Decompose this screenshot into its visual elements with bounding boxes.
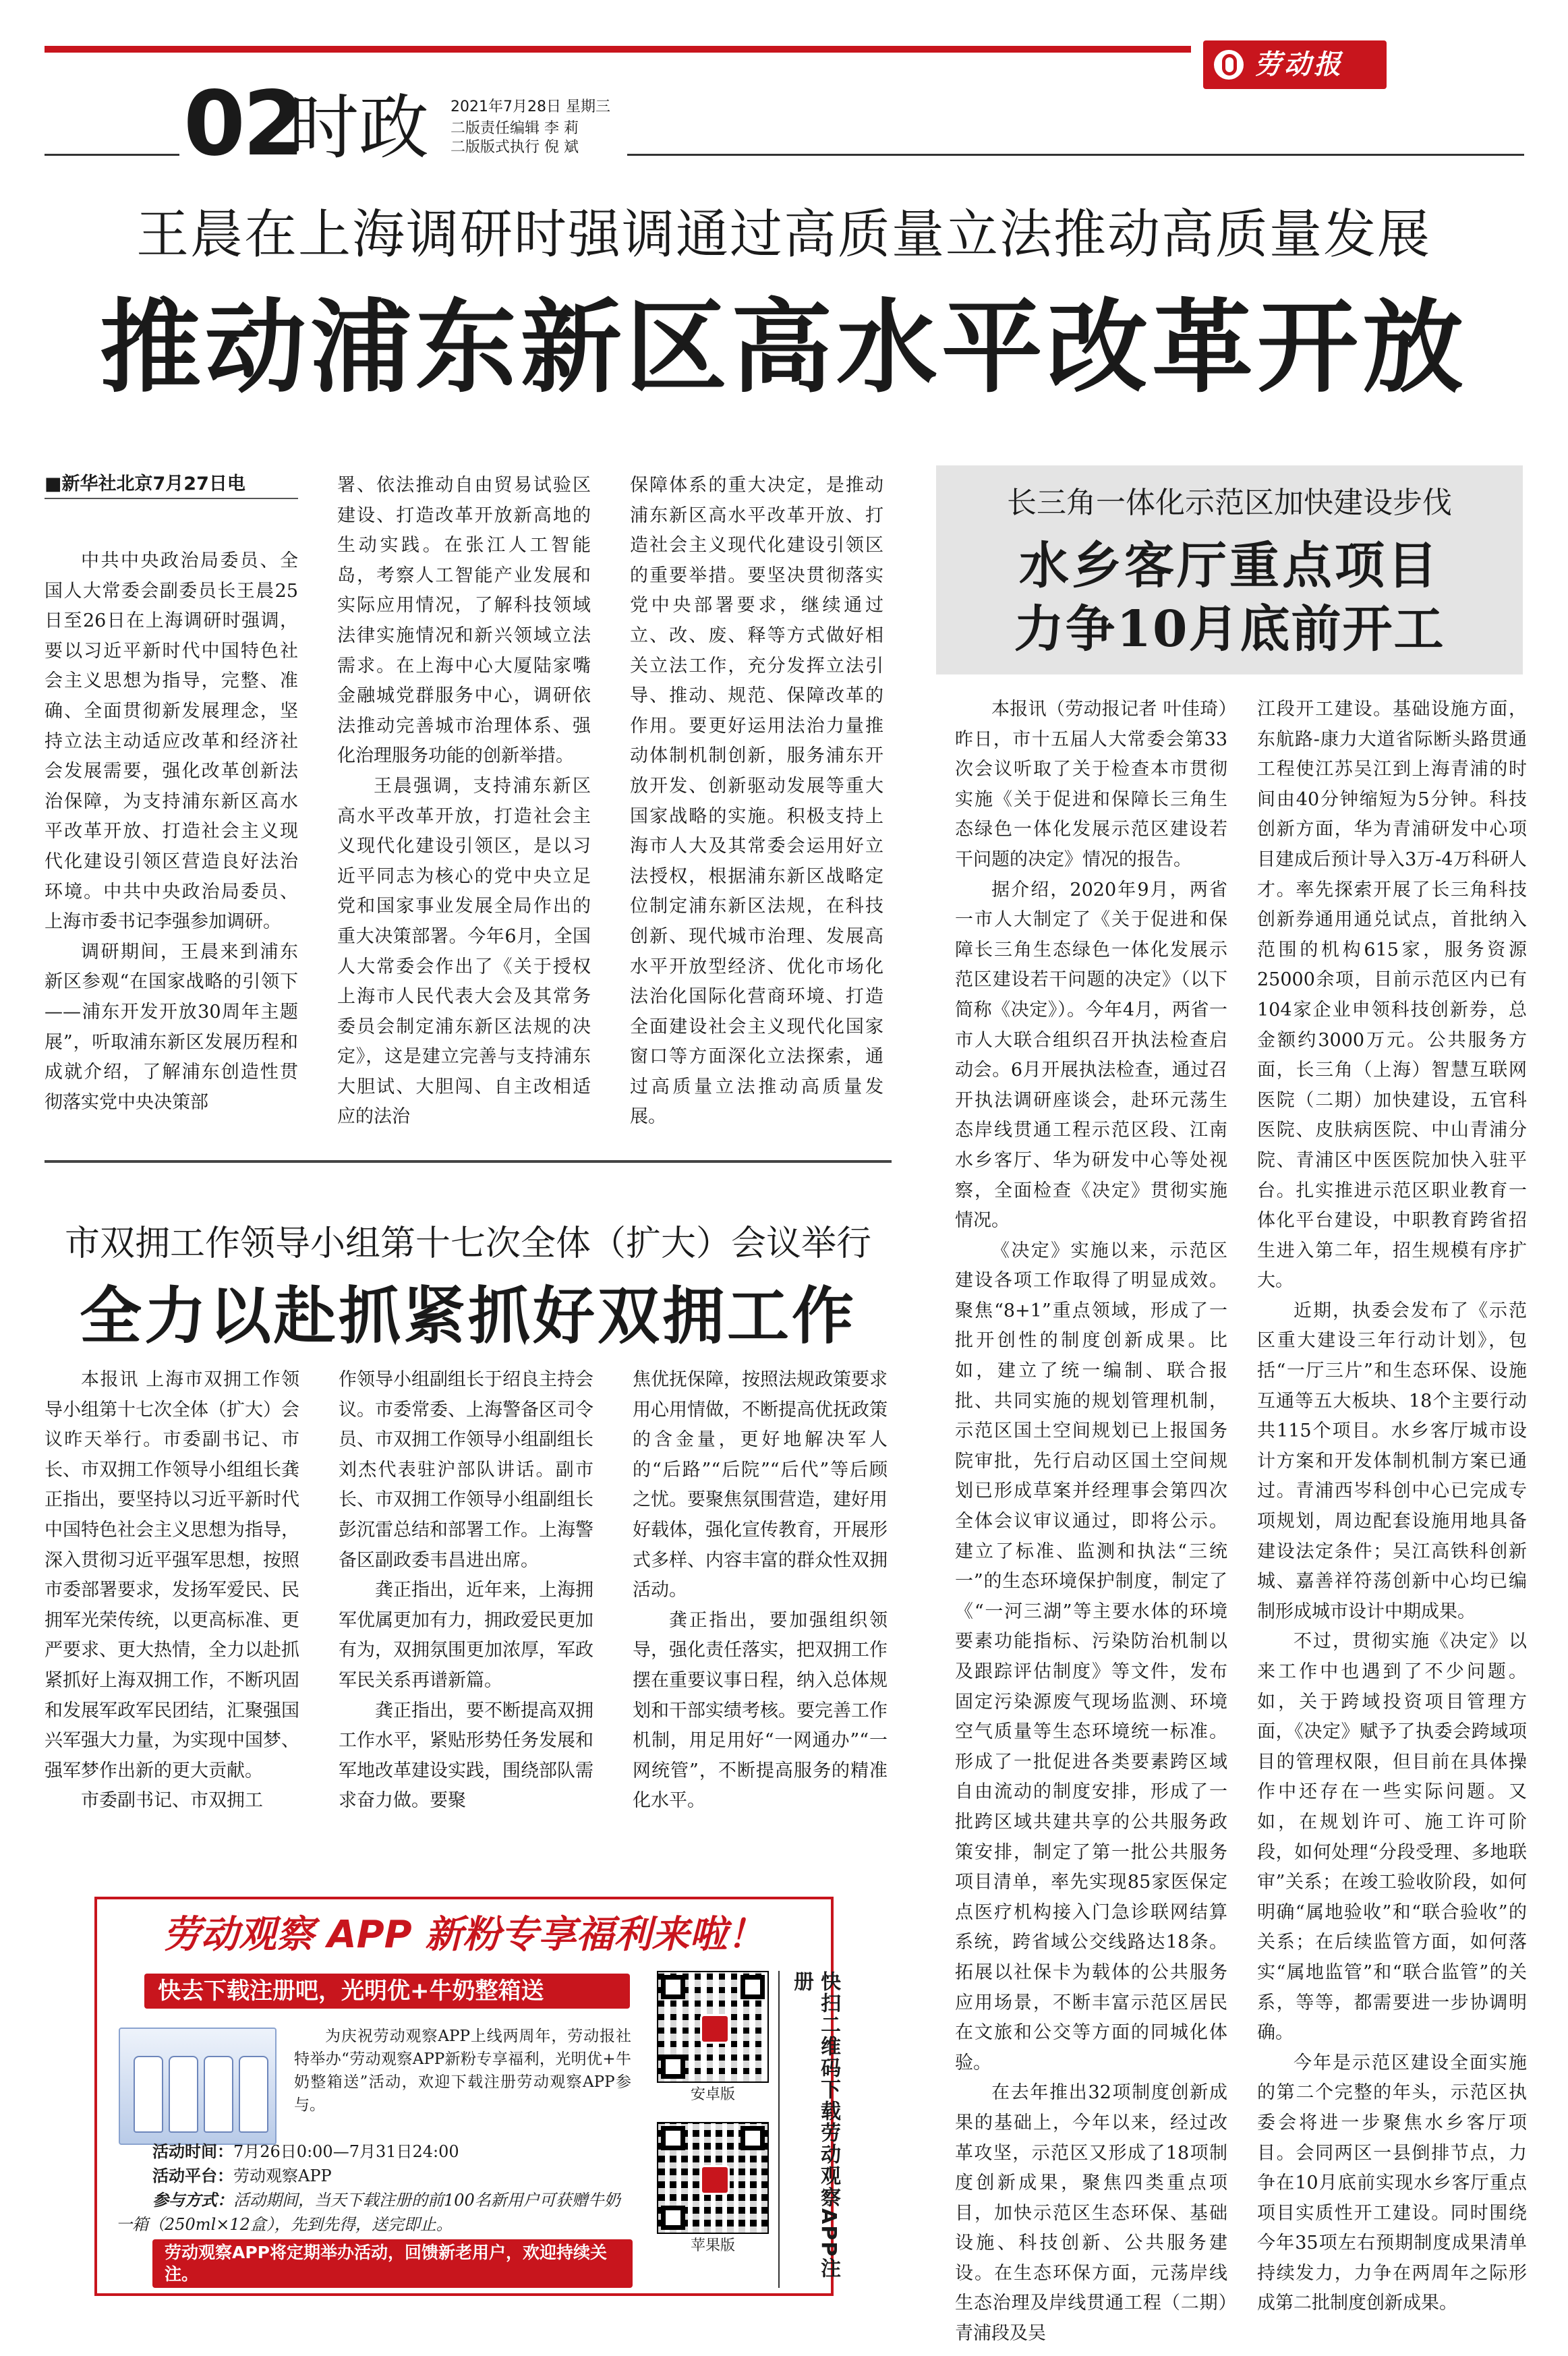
paragraph: 作领导小组副组长于绍良主持会议。市委常委、上海警备区司令员、市双拥工作领导小组副组长刘杰代表驻沪部队讲话。副市长、市双拥工作领导小组副组长彭沉雷总结和部署工作。上海警备区副政委韦昌进出席。 <box>339 1369 593 1571</box>
ad-vertical-text: 快扫二维码下载劳动观察APP注册 <box>790 1971 840 2280</box>
right-kicker: 长三角一体化示范区加快建设步伐 <box>1007 486 1452 520</box>
layout-executor: 二版版式执行 倪 斌 <box>451 139 579 156</box>
paragraph: 不过，贯彻实施《决定》以来工作中也遇到了不少问题。如，关于跨域投资项目管理方面，《决定》赋予了执委会跨域项目的管理权限，但目前在具体操作中还存在一些实际问题。又如，在规划许可、施工许可阶段，如何处理“分段受理、多地联审”关系；在竣工验收阶段，如何明确“属地验收”和“联合验收”的关系；在后续监管方面，如何落实“属地监管”和“联合监管”的关系，等等，都需要进一步协调明确。 <box>1257 1631 1527 2044</box>
second-column-3 <box>633 1365 888 1816</box>
ad-headline: 劳动观察 APP 新粉专享福利来啦！ <box>163 1913 765 1957</box>
second-column-1 <box>45 1365 299 1816</box>
issue-date: 2021年7月28日 星期三 <box>451 98 610 115</box>
milk-bottle-icon <box>169 2056 198 2133</box>
top-red-rule <box>45 46 1191 53</box>
ad-method-label: 参与方式： <box>152 2191 233 2210</box>
responsible-editor: 二版责任编辑 李 莉 <box>451 120 579 137</box>
ad-platform <box>152 2164 631 2188</box>
qr-finder <box>741 2126 765 2150</box>
right-title-line1: 水乡客厅重点项目 <box>1019 537 1440 595</box>
qr-finder <box>661 2126 685 2150</box>
ad-footer: 劳动观察APP将定期举办活动，回馈新老用户，欢迎持续关注。 <box>165 2243 607 2284</box>
paragraph: 龚正指出，要加强组织领导，强化责任落实，把双拥工作摆在重要议事日程，纳入总体规划和干部实绩考核。要完善工作机制，用足用好“一网通办”“一网统管”，不断提高服务的精准化水平。 <box>633 1609 888 1812</box>
ad-method-value: 活动期间，当天下载注册的前100名新用户可获赠牛奶一箱（250ml×12盒），先到先得，送完即止。 <box>116 2191 620 2234</box>
milk-bottle-icon <box>204 2056 233 2133</box>
paragraph: 本报讯（劳动报记者 叶佳琦）昨日，市十五届人大常委会第33次会议听取了关于检查本市贯彻实施《关于促进和保障长三角生态绿色一体化发展示范区建设若干问题的决定》情况的报告。 <box>955 699 1227 870</box>
page-number: 02 <box>183 72 302 176</box>
app-ad[interactable] <box>94 1897 840 2296</box>
ad-intro: 为庆祝劳动观察APP上线两周年，劳动报社特举办“劳动观察APP新粉专享福利，光明优+牛奶整箱送”活动，欢迎下载注册劳动观察APP参与。 <box>294 2028 631 2114</box>
qr-finder <box>741 1975 765 1999</box>
section-divider <box>45 1160 892 1163</box>
second-column-2 <box>339 1365 593 1816</box>
ad-time <box>152 2139 631 2164</box>
lead-title: 推动浦东新区高水平改革开放 <box>99 288 1468 407</box>
paragraph: 本报讯 上海市双拥工作领导小组第十七次全体（扩大）会议昨天举行。市委副书记、市长、市双拥工作领导小组组长龚正指出，要坚持以习近平新时代中国特色社会主义思想为指导，深入贯彻习近平强军思想，按照市委部署要求，发扬军爱民、民拥军光荣传统，以更高标准、更严要求、更大热情，全力以赴抓紧抓好上海双拥工作，不断巩固和发展军政军民团结，汇聚强国兴军强大力量，为实现中国梦、强军梦作出新的更大贡献。 <box>45 1369 299 1781</box>
section-name: 时政 <box>289 86 430 169</box>
ad-time-label: 活动时间： <box>152 2142 233 2161</box>
app-logo-icon <box>700 2014 730 2044</box>
paper-logo-mark <box>1222 54 1237 76</box>
milk-box-image <box>119 2028 277 2145</box>
paragraph: 龚正指出，要不断提高双拥工作水平，紧贴形势任务发展和军地改革建设实践，围绕部队需求奋力做。要聚 <box>339 1700 593 1812</box>
paper-name: 劳动报 <box>1254 49 1343 80</box>
paragraph: 调研期间，王晨来到浦东新区参观“在国家战略的引领下——浦东开发开放30周年主题展”，听取浦东新区发展历程和成就介绍，了解浦东创造性贯彻落实党中央决策部 <box>45 941 298 1113</box>
qr-finder <box>661 1975 685 1999</box>
paragraph: 今年是示范区建设全面实施的第二个完整的年头，示范区执委会将进一步聚焦水乡客厅项目。会同两区一县倒排节点，力争在10月底前实现水乡客厅重点项目实质性开工建设。同时围绕今年35项左右预期制度成果清单持续发力，力争在两周年之际形成第二批制度创新成果。 <box>1257 2052 1527 2314</box>
ad-vertical-divider <box>778 1971 780 2288</box>
lead-column-3 <box>630 471 883 1132</box>
paragraph: 龚正指出，近年来，上海拥军优属更加有力，拥政爱民更加有为，双拥氛围更加浓厚，军政军民关系再谱新篇。 <box>339 1580 593 1691</box>
paragraph: 在去年推出32项制度创新成果的基础上，今年以来，经过改革攻坚，示范区又形成了18项制度创新成果，聚焦四类重点项目，加快示范区生态环保、基础设施、科技创新、公共服务建设。在生态环保方面，元荡岸线生态治理及岸线贯通工程（二期）青浦段及吴 <box>955 2082 1227 2345</box>
milk-bottle-icon <box>239 2056 268 2133</box>
ad-time-value: 7月26日0:00—7月31日24:00 <box>233 2142 459 2161</box>
qr-ios-label: 苹果版 <box>690 2237 735 2254</box>
right-column-2 <box>1257 695 1527 2319</box>
right-title-line2: 力争10月底前开工 <box>1014 600 1445 658</box>
masthead-rule-right <box>627 154 1524 156</box>
paragraph: 署、依法推动自由贸易试验区建设、打造改革开放新高地的生动实践。在张江人工智能岛，考察人工智能产业发展和实际应用情况，了解科技领域法律实施情况和新兴领域立法需求。在上海中心大厦陆家嘴金融城党群服务中心，调研依法推动完善城市治理体系、强化治理服务功能的创新举措。 <box>337 475 591 767</box>
ad-banner-text: 快去下载注册吧，光明优+牛奶整箱送 <box>158 1978 544 2005</box>
second-subtitle: 市双拥工作领导小组第十七次全体（扩大）会议举行 <box>64 1224 871 1264</box>
milk-bottle-icon <box>134 2056 163 2133</box>
paragraph: 《决定》实施以来，示范区建设各项工作取得了明显成效。聚焦“8+1”重点领域，形成了一批开创性的制度创新成果。比如，建立了统一编制、联合报批、共同实施的规划管理机制，示范区国土空间规划已上报国务院审批，先行启动区国土空间规划已形成草案并经理事会第四次全体会议审议通过，即将公示。建立了标准、监测和执法“三统一”的生态环境保护制度，制定了《“一河三湖”等主要水体的环境要素功能指标、污染防治机制以及跟踪评估制度》等文件，发布固定污染源废气现场监测、环境空气质量等生态环境统一标准。形成了一批促进各类要素跨区域自由流动的制度安排，形成了一批跨区域共建共享的公共服务政策安排，制定了第一批公共服务项目清单，率先实现85家医保定点医疗机构接入门急诊联网结算系统，跨省域公交线路达18条。拓展以社保卡为载体的公共服务应用场景，不断丰富示范区居民在文旅和公交等方面的同城化体验。 <box>955 1240 1227 2073</box>
qr-android[interactable] <box>657 1971 769 2083</box>
lead-column-1 <box>45 546 298 1118</box>
ad-platform-value: 劳动观察APP <box>233 2166 332 2185</box>
qr-android-label: 安卓版 <box>690 2086 735 2103</box>
paragraph: 江段开工建设。基础设施方面，东航路-康力大道省际断头路贯通工程使江苏吴江到上海青浦的时间由40分钟缩短为5分钟。科技创新方面，华为青浦研发中心项目建成后预计导入3万-4万科研人才。率先探索开展了长三角科技创新券通用通兑试点，首批纳入范围的机构615家，服务资源25000余项，目前示范区内已有104家企业申领科技创新券，总金额约3000万元。公共服务方面，长三角（上海）智慧互联网医院（二期）加快建设，五官科医院、皮肤病医院、中山青浦分院、青浦区中医医院加快入驻平台。扎实推进示范区职业教育一体化平台建设，中职教育跨省招生进入第二年，招生规模有序扩大。 <box>1257 699 1527 1292</box>
paragraph: 焦优抚保障，按照法规政策要求用心用情做，不断提高优抚政策的含金量，更好地解决军人的“后路”“后院”“后代”等后顾之忧。要聚焦氛围营造，建好用好载体，强化宣传教育，开展形式多样、内容丰富的群众性双拥活动。 <box>633 1369 888 1601</box>
ad-method <box>116 2188 629 2237</box>
qr-finder <box>661 2055 685 2079</box>
qr-finder <box>661 2206 685 2230</box>
lead-byline-rule <box>45 498 298 499</box>
second-title: 全力以赴抓紧抓好双拥工作 <box>79 1280 856 1352</box>
paragraph: 中共中央政治局委员、全国人大常委会副委员长王晨25日至26日在上海调研时强调，要以习近平新时代中国特色社会主义思想为指导，完整、准确、全面贯彻新发展理念，坚持立法主动适应改革和经济社会发展需要，强化改革创新法治保障，为支持浦东新区高水平改革开放、打造社会主义现代化建设引领区营造良好法治环境。中共中央政治局委员、上海市委书记李强参加调研。 <box>45 550 298 933</box>
lead-subtitle: 王晨在上海调研时强调通过高质量立法推动高质量发展 <box>136 204 1431 265</box>
paragraph: 王晨强调，支持浦东新区高水平改革开放，打造社会主义现代化建设引领区，是以习近平同志为核心的党中央立足党和国家事业发展全局作出的重大决策部署。今年6月，全国人大常委会作出了《关于授权上海市人民代表大会及其常务委员会制定浦东新区法规的决定》，这是建立完善与支持浦东大胆试、大胆闯、自主改相适应的法治 <box>337 775 591 1128</box>
paragraph: 保障体系的重大决定，是推动浦东新区高水平改革开放、打造社会主义现代化建设引领区的重要举措。要坚决贯彻落实党中央部署要求，继续通过立、改、废、释等方式做好相关立法工作，充分发挥立法引导、推动、规范、保障改革的作用。要更好运用法治力量推动体制机制创新，服务浦东开放开发、创新驱动发展等重大国家战略的实施。积极支持上海市人大及其常委会运用好立法授权，根据浦东新区战略定位制定浦东新区法规，在科技创新、现代城市治理、发展高水平开放型经济、优化市场化法治化国际化营商环境、打造全面建设社会主义现代化国家窗口等方面深化立法探索，通过高质量立法推动高质量发展。 <box>630 475 883 1128</box>
lead-column-2 <box>337 471 591 1132</box>
paragraph: 市委副书记、市双拥工 <box>81 1790 263 1812</box>
paragraph: 近期，执委会发布了《示范区重大建设三年行动计划》，包括“一厅三片”和生态环保、设施互通等五大板块、18个主要行动共115个项目。水乡客厅城市设计方案和开发体制机制方案已通过。青浦西岑科创中心已完成专项规划，周边配套设施用地具备建设法定条件；吴江高铁科创新城、嘉善祥符荡创新中心均已编制形成城市设计中期成果。 <box>1257 1300 1527 1622</box>
qr-ios[interactable] <box>657 2122 769 2234</box>
ad-platform-label: 活动平台： <box>152 2166 233 2185</box>
masthead-rule-left <box>45 154 179 156</box>
lead-byline: ■新华社北京7月27日电 <box>45 473 245 494</box>
paragraph: 据介绍，2020年9月，两省一市人大制定了《关于促进和保障长三角生态绿色一体化发展示范区建设若干问题的决定》（以下简称《决定》）。今年4月，两省一市人大联合组织召开执法检查启动会。6月开展执法检查，通过召开执法调研座谈会，赴环元荡生态岸线贯通工程示范区段、江南水乡客厅、华为研发中心等处视察，全面检查《决定》贯彻实施情况。 <box>955 879 1227 1232</box>
app-logo-icon <box>700 2165 730 2195</box>
right-column-1 <box>955 695 1227 2349</box>
